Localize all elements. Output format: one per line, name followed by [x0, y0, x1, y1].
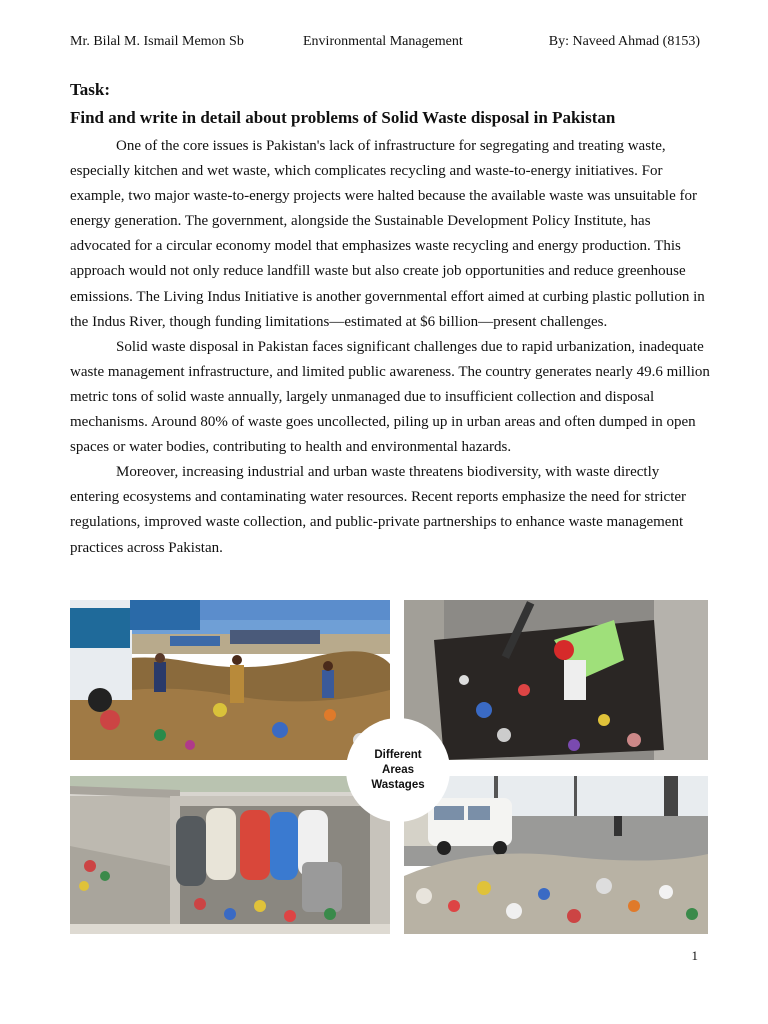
task-label: Task:	[70, 80, 111, 99]
page-number: 1	[691, 948, 698, 963]
page-header	[70, 34, 700, 52]
badge-line-2: Areas	[382, 763, 414, 776]
paragraph-3: Moreover, increasing industrial and urban waste threatens biodiversity, with waste directly entering ecosystems and contaminating water resources. Recent reports emphasize the need for stricter regulations, improved waste collection, and public-private partnerships to enhance waste management practices across Pakistan.	[70, 464, 687, 556]
caption-badge	[346, 718, 450, 822]
document-title: Find and write in detail about problems of Solid Waste disposal in Pakistan	[70, 108, 616, 127]
body-text	[70, 134, 710, 561]
photo-clogged-drain	[404, 600, 708, 760]
paragraph-2: Solid waste disposal in Pakistan faces significant challenges due to rapid urbanization, inadequate waste management infrastructure, and limited public awareness. The country generates nearly 49.6 million metric tons of solid waste annually, largely unmanaged due to insufficient collection and disposal mechanisms. Around 80% of waste goes uncollected, piling up in urban areas and often dumped in open spaces or water bodies, contributing to health and environmental hazards.	[70, 338, 710, 456]
photo-landfill-truck	[70, 600, 390, 760]
badge-line-3: Wastages	[371, 778, 425, 791]
header-course: Environmental Management	[303, 34, 463, 49]
photo-waste-bin-sacks	[70, 776, 390, 934]
photo-street-waste-van	[404, 776, 708, 934]
paragraph-1: One of the core issues is Pakistan's lack of infrastructure for segregating and treating waste, especially kitchen and wet waste, which complicates recycling and waste-to-energy initiatives. For example, two major waste-to-energy projects were halted because the available waste was unsuitable for energy generation. The government, alongside the Sustainable Development Policy Institute, has advocated for a circular economy model that emphasizes waste recycling and energy production. This approach would not only reduce landfill waste but also create job opportunities and reduce greenhouse emissions. The Living Indus Initiative is another governmental effort aimed at curbing plastic pollution in the Indus River, though funding limitations—estimated at $6 billion—present challenges.	[70, 138, 705, 330]
header-instructor: Mr. Bilal M. Ismail Memon Sb	[70, 34, 244, 49]
header-author: By: Naveed Ahmad (8153)	[548, 34, 700, 49]
badge-line-1: Different	[374, 748, 422, 761]
